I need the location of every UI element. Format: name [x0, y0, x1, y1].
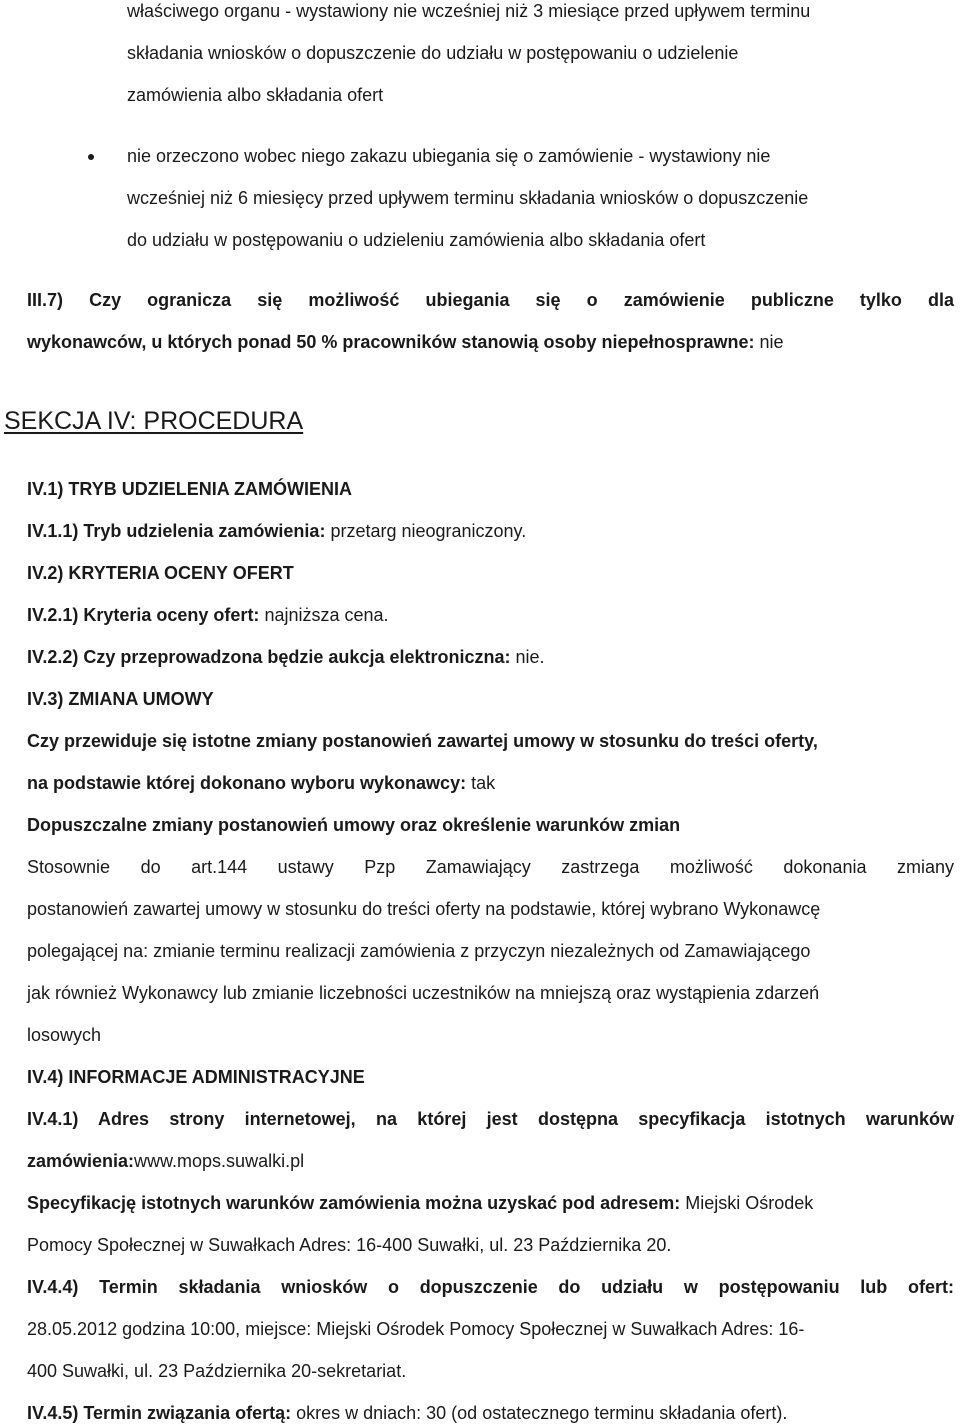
- iv41-line-2: zamówienia:www.mops.suwalki.pl: [27, 1151, 305, 1171]
- iv3-changes-line-5: losowych: [27, 1025, 102, 1045]
- bullet-item-line-2: wcześniej niż 6 miesięcy przed upływem terminu składania wniosków o dopuszczenie: [127, 188, 809, 208]
- iv1-heading: IV.1) TRYB UDZIELENIA ZAMÓWIENIA: [27, 479, 353, 499]
- bullet-icon: [88, 154, 94, 160]
- iv41-line-1: IV.4.1) Adres strony internetowej, na której jest dostępna specyfikacja istotnych warunków: [27, 1109, 954, 1129]
- bullet-item-line-3: do udziału w postępowaniu o udzieleniu zamówienia albo składania ofert: [127, 230, 706, 250]
- iv21-line: IV.2.1) Kryteria oceny ofert: najniższa cena.: [27, 605, 389, 625]
- iv44-line-1: IV.4.4) Termin składania wniosków o dopuszczenie do udziału w postępowaniu lub ofert:: [27, 1277, 954, 1297]
- iv22-line: IV.2.2) Czy przeprowadzona będzie aukcja elektroniczna: nie.: [27, 647, 545, 667]
- continuation-line-3: zamówienia albo składania ofert: [127, 85, 384, 105]
- iii7-line-2: wykonawców, u których ponad 50 % pracowników stanowią osoby niepełnosprawne: nie: [27, 332, 784, 352]
- continuation-line-2: składania wniosków o dopuszczenie do udziału w postępowaniu o udzielenie: [127, 43, 739, 63]
- continuation-line-1: właściwego organu - wystawiony nie wcześniej niż 3 miesiące przed upływem terminu: [127, 1, 811, 21]
- iv2-heading: IV.2) KRYTERIA OCENY OFERT: [27, 563, 294, 583]
- iv3-heading: IV.3) ZMIANA UMOWY: [27, 689, 214, 709]
- section-title: SEKCJA IV: PROCEDURA: [4, 407, 304, 435]
- iv3-changes-line-4: jak również Wykonawcy lub zmianie liczebności uczestników na mniejszą oraz wystąpienia zdarzeń: [27, 983, 820, 1003]
- iv3-question-line-2: na podstawie której dokonano wyboru wykonawcy: tak: [27, 773, 496, 793]
- iv45-line: IV.4.5) Termin związania ofertą: okres w dniach: 30 (od ostatecznego terminu składania ofert).: [27, 1403, 788, 1423]
- spec-line-1: Specyfikację istotnych warunków zamówienia można uzyskać pod adresem: Miejski Ośrodek: [27, 1193, 814, 1213]
- iv3-changes-line-2: postanowień zawartej umowy w stosunku do treści oferty na podstawie, której wybrano Wykonawcę: [27, 899, 821, 919]
- iv44-line-3: 400 Suwałki, ul. 23 Października 20-sekretariat.: [27, 1361, 407, 1381]
- iv3-changes-line-1: Stosownie do art.144 ustawy Pzp Zamawiający zastrzega możliwość dokonania zmiany: [27, 857, 954, 877]
- iv3-question-line-1: Czy przewiduje się istotne zmiany postanowień zawartej umowy w stosunku do treści oferty,: [27, 731, 818, 751]
- iv44-line-2: 28.05.2012 godzina 10:00, miejsce: Miejski Ośrodek Pomocy Społecznej w Suwałkach Adres: 16-: [27, 1319, 805, 1339]
- iv3-changes-heading: Dopuszczalne zmiany postanowień umowy oraz określenie warunków zmian: [27, 815, 681, 835]
- bullet-item-line-1: nie orzeczono wobec niego zakazu ubiegania się o zamówienie - wystawiony nie: [127, 146, 771, 166]
- website-link: www.mops.suwalki.pl: [134, 1151, 305, 1171]
- iv11-line: IV.1.1) Tryb udzielenia zamówienia: przetarg nieograniczony.: [27, 521, 527, 541]
- iv3-changes-line-3: polegającej na: zmianie terminu realizacji zamówienia z przyczyn niezależnych od Zamawiającego: [27, 941, 811, 961]
- iv4-heading: IV.4) INFORMACJE ADMINISTRACYJNE: [27, 1067, 365, 1087]
- iii7-line-1: III.7) Czy ogranicza się możliwość ubiegania się o zamówienie publiczne tylko dla: [27, 290, 954, 310]
- spec-line-2: Pomocy Społecznej w Suwałkach Adres: 16-400 Suwałki, ul. 23 Października 20.: [27, 1235, 672, 1255]
